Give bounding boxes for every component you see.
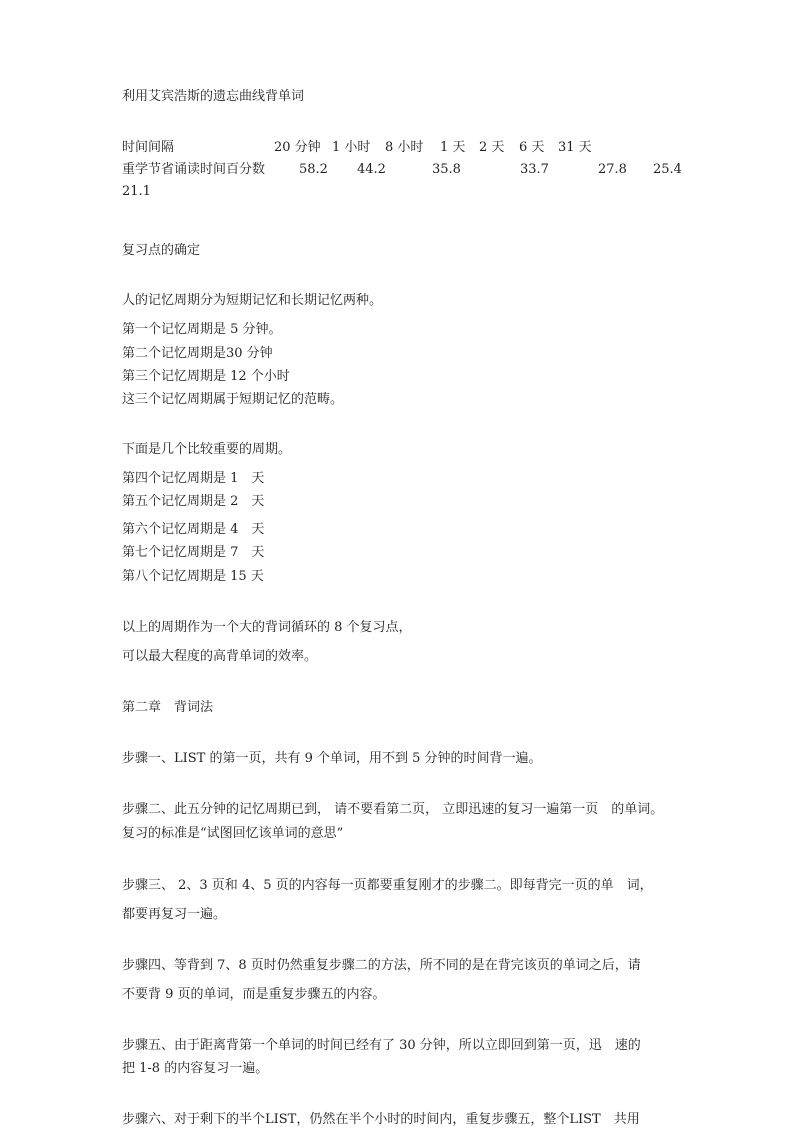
interval-cell: 20 分钟 <box>274 140 321 155</box>
short-cycle-line: 第二个记忆周期是30 分钟 <box>122 346 273 361</box>
step-line: 步骤四、等背到 7、8 页时仍然重复步骤二的方法，所不同的是在背完该页的单词之后，请 <box>122 958 641 973</box>
percentage-cell: 58.2 <box>299 162 328 177</box>
step-line: 步骤二、此五分钟的记忆周期已到， 请不要看第二页， 立即迅速的复习一遍第一页 的单词。 <box>122 802 664 817</box>
chapter-heading: 第二章 背词法 <box>122 700 214 715</box>
short-cycle-line: 第三个记忆周期是 12 个小时 <box>122 369 290 384</box>
interval-cell: 31 天 <box>558 140 592 155</box>
short-cycle-line: 第一个记忆周期是 5 分钟。 <box>122 322 282 337</box>
interval-cell: 1 小时 <box>332 140 371 155</box>
interval-row-label: 时间间隔 <box>122 140 175 155</box>
short-cycle-line: 这三个记忆周期属于短期记忆的范畴。 <box>122 392 344 407</box>
long-cycle-line: 第四个记忆周期是 1 天 <box>122 471 265 486</box>
step-line: 步骤六、对于剩下的半个LIST，仍然在半个小时的时间内，重复步骤五，整个LIST 共用 <box>122 1112 640 1127</box>
percentage-cell-wrapped: 21.1 <box>122 184 151 199</box>
step-line: 都要再复习一遍。 <box>122 907 227 922</box>
paragraph-line: 人的记忆周期分为短期记忆和长期记忆两种。 <box>122 293 383 308</box>
step-line: 步骤三、 2、3 页和 4、5 页的内容每一页都要重复刚才的步骤二。即每背完一页的单 词， <box>122 878 653 893</box>
interval-cell: 1 天 <box>440 140 466 155</box>
long-cycle-line: 第八个记忆周期是 15 天 <box>122 569 264 584</box>
step-line: 步骤五、由于距离背第一个单词的时间已经有了 30 分钟，所以立即回到第一页，迅 速的 <box>122 1038 641 1053</box>
percentage-cell: 35.8 <box>432 162 461 177</box>
percentage-row-label: 重学节省诵读时间百分数 <box>122 162 266 177</box>
percentage-cell: 44.2 <box>357 162 386 177</box>
step-line: 把 1-8 的内容复习一遍。 <box>122 1061 269 1076</box>
step-line: 复习的标准是“试图回忆该单词的意思” <box>122 826 344 841</box>
long-cycle-line: 第七个记忆周期是 7 天 <box>122 545 265 560</box>
step-line: 步骤一、LIST 的第一页，共有 9 个单词，用不到 5 分钟的时间背一遍。 <box>122 751 542 766</box>
percentage-cell: 25.4 <box>653 162 682 177</box>
summary-line: 以上的周期作为一个大的背词循环的 8 个复习点， <box>122 620 412 635</box>
long-cycle-line: 第五个记忆周期是 2 天 <box>122 494 265 509</box>
percentage-cell: 27.8 <box>598 162 627 177</box>
step-line: 不要背 9 页的单词，而是重复步骤五的内容。 <box>122 987 386 1002</box>
percentage-cell: 33.7 <box>520 162 549 177</box>
summary-line: 可以最大程度的高背单词的效率。 <box>122 649 318 664</box>
section-heading: 复习点的确定 <box>122 243 201 258</box>
interval-cell: 2 天 <box>479 140 505 155</box>
document-title: 利用艾宾浩斯的遗忘曲线背单词 <box>122 89 305 104</box>
paragraph-line: 下面是几个比较重要的周期。 <box>122 442 292 457</box>
interval-cell: 6 天 <box>519 140 545 155</box>
interval-cell: 8 小时 <box>385 140 424 155</box>
forgetting-curve-table <box>122 139 722 179</box>
long-cycle-line: 第六个记忆周期是 4 天 <box>122 522 265 537</box>
